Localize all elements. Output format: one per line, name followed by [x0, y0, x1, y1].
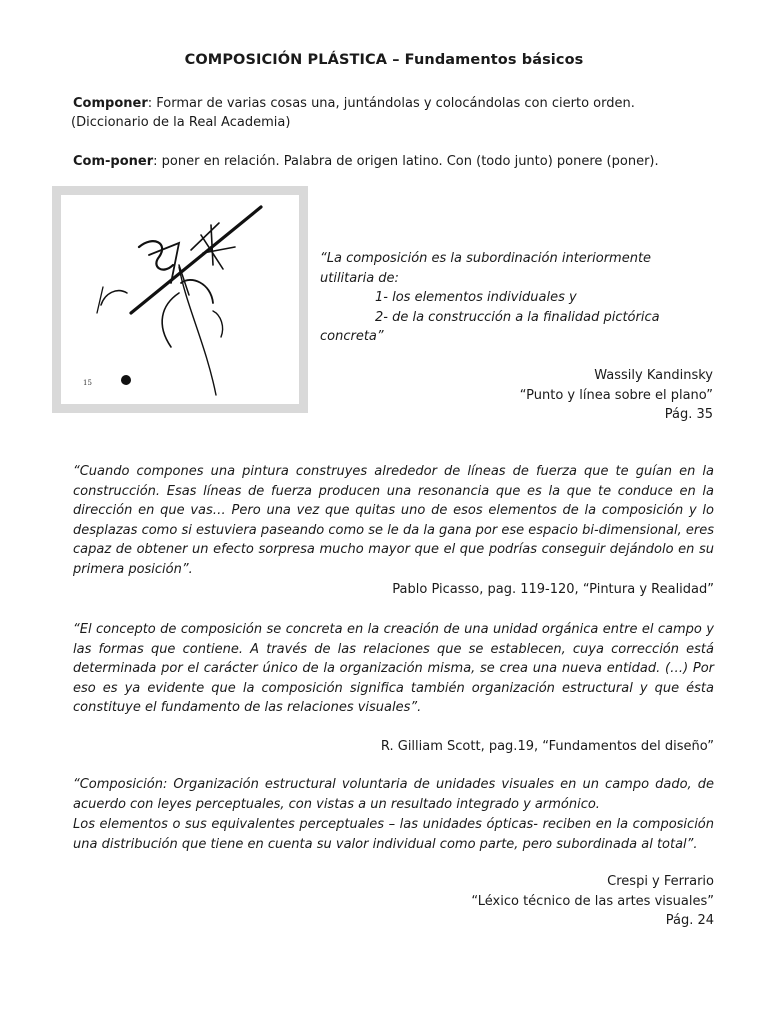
curve-line-1 [162, 293, 179, 347]
definition-composer [73, 152, 659, 171]
crespi-quote-2: Los elementos o sus equivalentes perceptuales – las unidades ópticas- reciben en la composición una distribución que tiene en cuenta su valor individual como parte, pero subordinada al total”. [73, 817, 714, 852]
crespi-quote-1: “Composición: Organización estructural voluntaria de unidades visuales en un campo dado, de acuerdo con leyes perceptuales, con vistas a un resultado integrado y armónico. [73, 777, 714, 812]
figure-canvas [61, 195, 299, 404]
definition-componer-text: : Formar de varias cosas una, juntándolas y colocándolas con cierto orden. [147, 96, 635, 111]
figure-number: 15 [83, 379, 92, 387]
curl-line [139, 241, 173, 269]
abstract-drawing [61, 195, 299, 404]
picasso-quote: “Cuando compones una pintura construyes alrededor de líneas de fuerza que te guían en la construcción. Esas líneas de fuerza producen una resonancia que es la que te conduce en la dirección en que vas… Pero una vez que quitas uno de esos elementos de la composición y lo desplazas como si estuviera paseando como se le da la gana por ese espacio bi-dimensional, eres capaz de obtener un efecto sorpresa mucho mayor que el que podrías conseguir dejándolo en su primera posición”. [73, 464, 714, 577]
page-title: COMPOSICIÓN PLÁSTICA – Fundamentos básicos [184, 52, 584, 68]
definition-com-poner-text: : poner en relación. Palabra de origen latino. Con (todo junto) ponere (poner). [153, 154, 659, 169]
kandinsky-item-2: 2- de la construcción a la finalidad pictórica [375, 309, 660, 325]
kandinsky-item-1: 1- los elementos individuales y [375, 290, 577, 305]
kandinsky-page: Pág. 35 [664, 407, 713, 422]
kandinsky-attribution [520, 366, 713, 425]
black-dot [121, 375, 131, 385]
crespi-page: Pág. 24 [665, 913, 714, 928]
scott-source: R. Gilliam Scott, pag.19, “Fundamentos del diseño” [380, 739, 714, 754]
curve-line-2 [101, 291, 127, 305]
term-componer: Componer [73, 96, 148, 111]
curve-line-3 [213, 311, 223, 337]
crespi-author: Crespi y Ferrario [607, 874, 714, 889]
scott-quote: “El concepto de composición se concreta en la creación de una unidad orgánica entre el campo y las formas que contiene. A través de las relaciones que se establecen, cuya corrección está determinada por el carácter único de la organización misma, se crea una nueva entidad. (…) Por eso es ya evidente que la composición significa también organización estructural y que ésta constituye el fundamento de las relaciones visuales”. [73, 622, 714, 715]
vertical-line [179, 267, 216, 395]
definition-componer [73, 94, 635, 113]
definition-source: (Diccionario de la Real Academia) [71, 115, 291, 130]
kandinsky-line-2: utilitaria de: [320, 270, 399, 286]
crespi-attribution [471, 872, 714, 931]
term-com-poner: Com-poner [73, 154, 154, 169]
long-diagonal-line [131, 207, 261, 313]
kandinsky-figure [52, 186, 308, 413]
crespi-work: “Léxico técnico de las artes visuales” [471, 893, 714, 909]
kandinsky-quote [320, 249, 716, 347]
short-line-6 [97, 287, 103, 313]
kandinsky-author: Wassily Kandinsky [594, 368, 713, 383]
kandinsky-line-1: “La composición es la subordinación interiormente [320, 251, 652, 266]
short-line-3 [211, 225, 213, 265]
kandinsky-work: “Punto y línea sobre el plano” [519, 387, 713, 403]
kandinsky-line-3: concreta” [320, 329, 384, 344]
picasso-source: Pablo Picasso, pag. 119-120, “Pintura y Realidad” [392, 582, 714, 597]
